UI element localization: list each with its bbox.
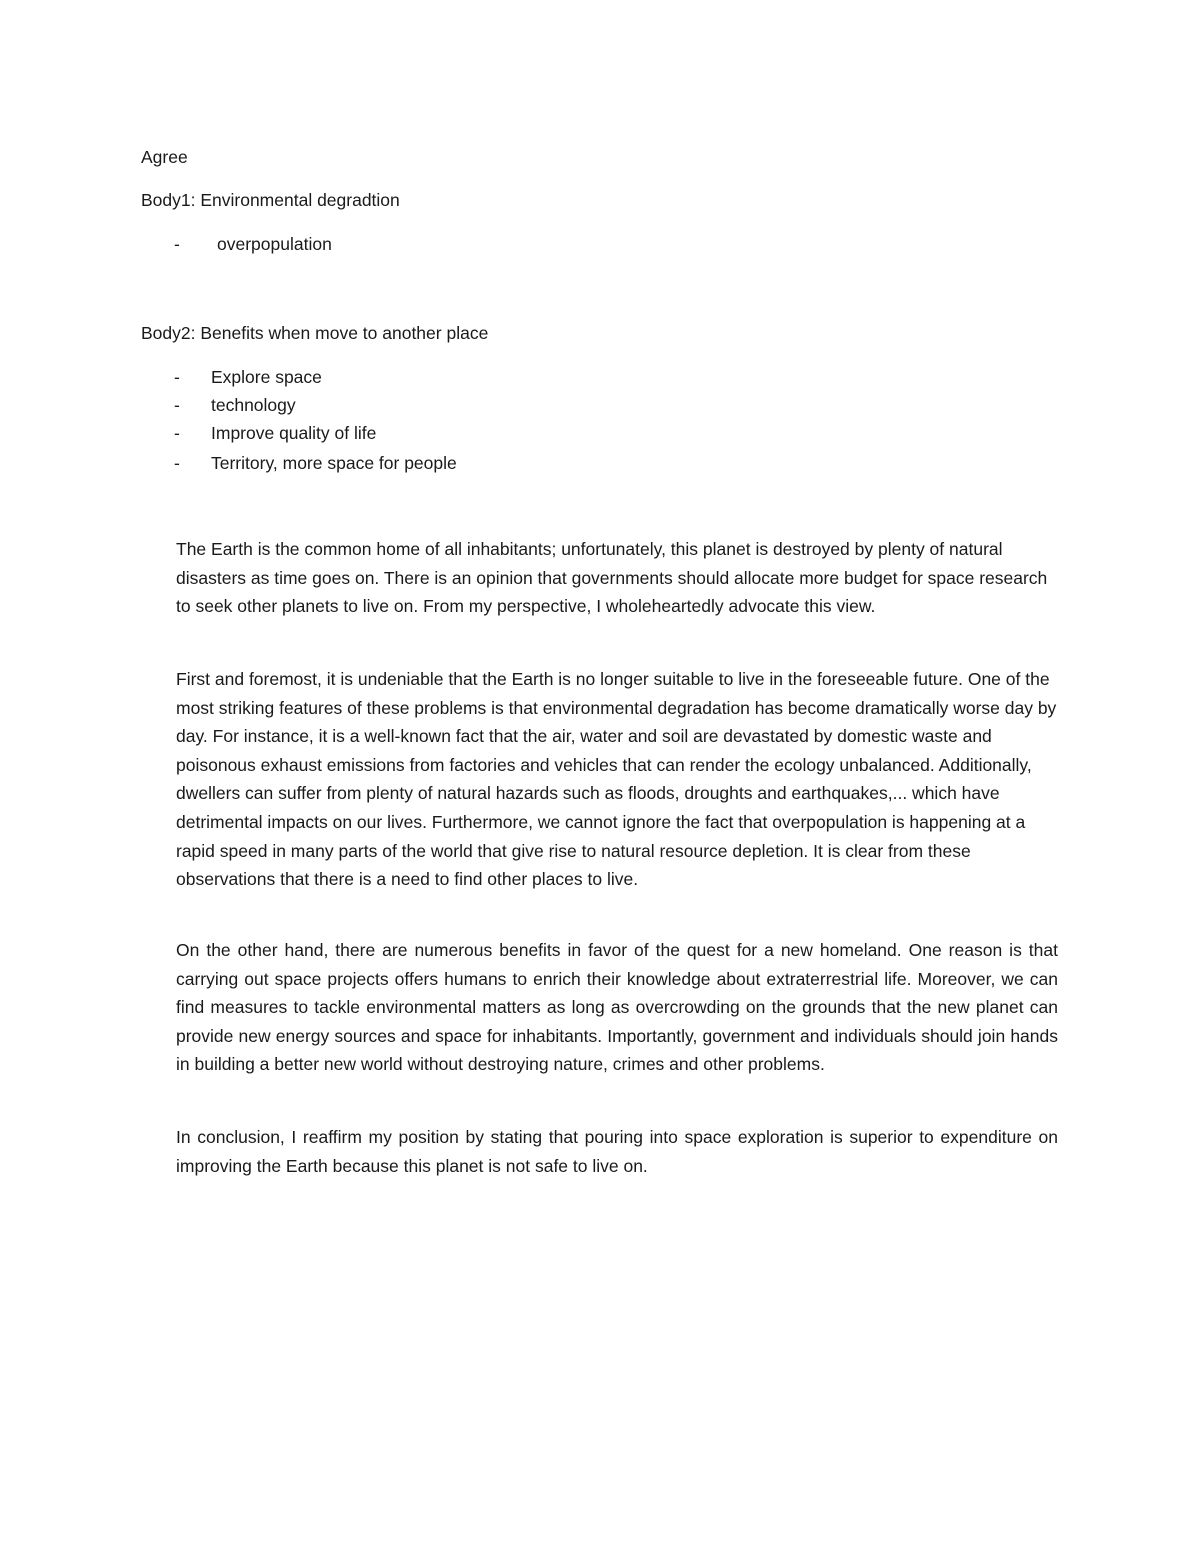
body2-bullet-item: technology xyxy=(211,395,296,415)
body2-bullet-item: Improve quality of life xyxy=(211,423,377,443)
essay-paragraph-conclusion: In conclusion, I reaffirm my position by stating that pouring into space exploration is superior to expenditure on improving the Earth because this planet is not safe to live on. xyxy=(176,1127,1058,1176)
body1-bullet-item: overpopulation xyxy=(217,234,332,254)
bullet-dash: - xyxy=(174,367,180,387)
essay-paragraph-body2: On the other hand, there are numerous benefits in favor of the quest for a new homeland. One reason is that carrying out space projects offers humans to enrich their knowledge about extraterrestrial life. Moreover, we can find measures to tackle environmental matters as long as overcrowding on the grounds that the new planet can provide new energy sources and space for inhabitants. Importantly, government and individuals should join hands in building a better new world without destroying nature, crimes and other problems. xyxy=(176,940,1058,1075)
body2-heading: Body2: Benefits when move to another place xyxy=(141,323,489,343)
essay-paragraph-body1: First and foremost, it is undeniable that the Earth is no longer suitable to live in the foreseeable future. One of the most striking features of these problems is that environmental degradation has become dramatically worse day by day. For instance, it is a well-known fact that the air, water and soil are devastated by domestic waste and poisonous exhaust emissions from factories and vehicles that can render the ecology unbalanced. Additionally, dwellers can suffer from plenty of natural hazards such as floods, droughts and earthquakes,... which have detrimental impacts on our lives. Furthermore, we cannot ignore the fact that overpopulation is happening at a rapid speed in many parts of the world that give rise to natural resource depletion. It is clear from these observations that there is a need to find other places to live. xyxy=(176,669,1057,890)
bullet-dash: - xyxy=(174,453,180,473)
stance-label: Agree xyxy=(141,147,188,167)
body1-heading: Body1: Environmental degradtion xyxy=(141,190,400,210)
essay-paragraph-intro: The Earth is the common home of all inhabitants; unfortunately, this planet is destroyed by plenty of natural disasters as time goes on. There is an opinion that governments should allocate more budget for space research to seek other planets to live on. From my perspective, I wholeheartedly advocate this view. xyxy=(176,539,1048,617)
bullet-dash: - xyxy=(174,234,180,254)
bullet-dash: - xyxy=(174,395,180,415)
body2-bullet-item: Territory, more space for people xyxy=(211,453,457,473)
bullet-dash: - xyxy=(174,423,180,443)
body2-bullet-item: Explore space xyxy=(211,367,322,387)
